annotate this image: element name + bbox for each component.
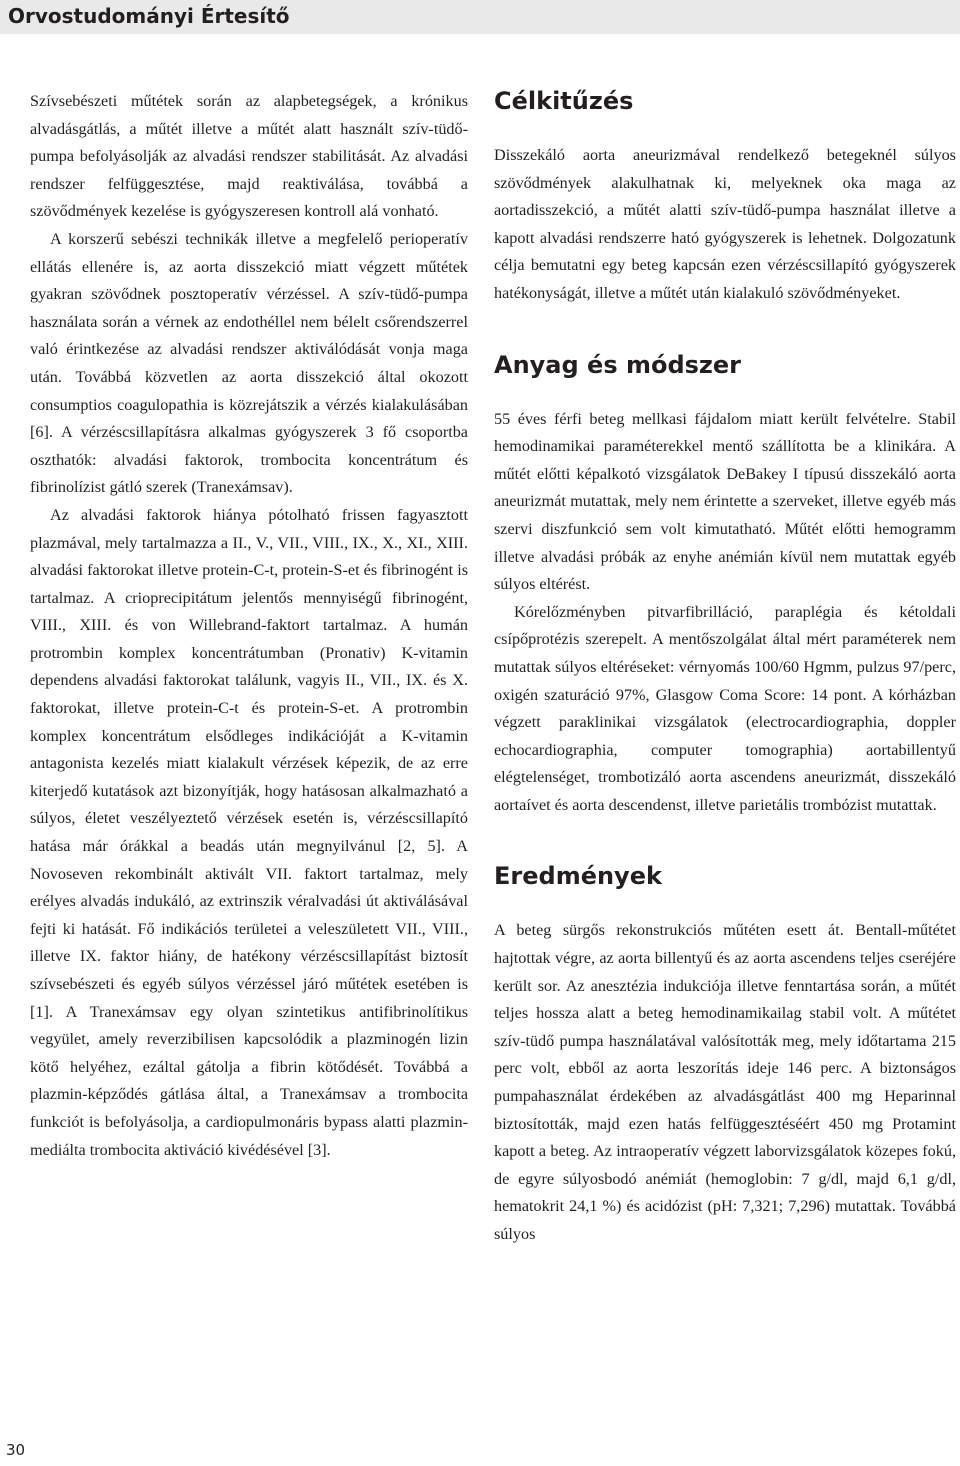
page-number: 30	[6, 1441, 26, 1459]
body-paragraph: Kórelőzményben pitvarfibrilláció, paraplégia és kétoldali csípőprotézis szerepelt. A mentőszolgálat által mért paraméterek nem mutattak súlyos eltéréseket: vérnyomás 100/60 Hgmm, pulzus 97/perc, oxigén szaturáció 97%, Glasgow Coma Score: 14 pont. A kórházban végzett paraklinikai vizsgálatok (electrocardiographia, doppler echocardiographia, computer tomographia) aortabillentyű elégtelenséget, trombotizáló aorta ascendens aneurizmát, disszekáló aortaívet és aorta descendenst, illetve parietális trombózist mutattak.	[494, 602, 956, 814]
body-paragraph: A beteg sürgős rekonstrukciós műtéten esett át. Bentall-műtétet hajtottak végre, az aorta billentyű és az aorta ascendens teljes cseréjére került sor. Az anesztézia indukciója illetve fenntartása során, a műtét teljes hossza alatt a beteg hemodinamikailag stabil volt. A műtétet szív-tüdő pumpa használatával valósították meg, mely időtartama 215 perc volt, ebből az aorta leszorítás ideje 146 perc. A biztonságos pumpahasználat érdekében az alvadásgátlást 400 mg Heparinnal biztosították, majd ezen hatás felfüggesztéséért 450 mg Protamint kapott a beteg. Az intraoperatív végzett laborvizsgálatok közepes fokú, de egyre súlyosbodó anémiát (hemoglobin: 7 g/dl, majd 6,1 g/dl, hematokrit 24,1 %) és acidózist (pH: 7,321; 7,296) mutattak. Továbbá súlyos	[494, 921, 956, 1243]
journal-title: Orvostudományi Értesítő	[8, 4, 290, 28]
body-paragraph: 55 éves férfi beteg mellkasi fájdalom miatt került felvételre. Stabil hemodinamikai paraméterekkel mentő szállította be a klinikára. A műtét előtti képalkotó vizsgálatok DeBakey I típusú disszekáló aorta aneurizmát mutattak, mely nem érintette a szerveket, illetve egyéb más szervi diszfunkció sem volt kimutatható. Műtét előtti hemogramm illetve alvadási próbák az enyhe anémián kívül nem mutattak egyéb súlyos eltérést.	[494, 409, 956, 594]
body-paragraph: Disszekáló aorta aneurizmával rendelkező betegeknél súlyos szövődmények alakulhatnak ki, melyeknek oka maga az aortadisszekció, a műtét alatti szív-tüdő-pumpa használat illetve a kapott alvadási rendszerre ható gyógyszerek is lehetnek. Dolgozatunk célja bemutatni egy beteg kapcsán ezen vérzéscsillapító gyógyszerek hatékonyságát, illetve a műtét után kialakuló szövődményeket.	[494, 146, 956, 302]
body-paragraph: Az alvadási faktorok hiánya pótolható frissen fagyasztott plazmával, mely tartalmazza a II., V., VII., VIII., IX., X., XI., XIII. alvadási faktorokat illetve protein-C-t, protein-S-et és fibrinogént is tartalmaz. A crioprecipitátum jelentős mennyiségű fibrinogént, VIII., XIII. és von Willebrand-faktort tartalmaz. A humán protrombin komplex koncentrátumban (Pronativ) K-vitamin dependens alvadási faktorokat találunk, vagyis II., VII., IX. és X. faktorokat, illetve protein-C-t és protein-S-et. A protrombin komplex koncentrátum elsődleges indikációját a K-vitamin antagonista kezelés miatt kialakult vérzések képezik, de az erre kiterjedő kutatások azt bizonyítják, hogy hatásosan alkalmazható a súlyos, életet veszélyeztető vérzések esetén is, vérzéscsillapító hatása már órákkal a beadás után megnyilvánul [2, 5]. A Novoseven rekombinált aktivált VII. faktort tartalmaz, mely erélyes alvadás indukáló, az extrinszik véralvadási út aktiválásával fejti ki hatását. Fő indikációs területei a veleszületett VII., VIII., illetve IX. faktor hiány, de hatékony vérzéscsillapítást biztosít szívsebészeti és egyéb súlyos vérzéssel járó műtétek esetében is [1]. A Tranexámsav egy olyan szintetikus antifibrinolítikus vegyület, amely reverzibilisen kapcsolódik a plazminogén lizin kötő helyéhez, ezáltal gátolja a fibrin kötődését. Továbbá a plazmin-képződés gátlása által, a Tranexámsav a trombocita funkciót is befolyásolja, a cardiopulmonáris bypass alatti plazmin-mediálta trombocita aktiváció kivédésével [3].	[30, 505, 468, 1159]
journal-header-bar	[0, 0, 960, 34]
section-title-anyag-es-modszer: Anyag és módszer	[494, 350, 741, 379]
left-text-column	[30, 88, 468, 1164]
right-text-column	[494, 86, 956, 1249]
section-title-eredmenyek: Eredmények	[494, 862, 662, 891]
body-paragraph: Szívsebészeti műtétek során az alapbetegségek, a krónikus alvadásgátlás, a műtét illetve a műtét alatt használt szív-tüdő-pumpa befolyásolják az alvadási rendszer stabilitását. Az alvadási rendszer felfüggesztése, majd reaktiválása, továbbá a szövődmények kezelése is gyógyszeresen kontroll alá vonható.	[30, 92, 468, 221]
body-paragraph: A korszerű sebészi technikák illetve a megfelelő perioperatív ellátás ellenére is, az aorta disszekció miatt végzett műtétek gyakran szövődnek posztoperatív vérzéssel. A szív-tüdő-pumpa használata során a vérnek az endothéllel nem bélelt csőrendszerrel való érintkezése az alvadási rendszer aktiválódását vonja maga után. Továbbá közvetlen az aorta disszekció által okozott consumptios coagulopathia is közrejátszik a vérzés kialakulásában [6]. A vérzéscsillapításra alkalmas gyógyszerek 3 fő csoportba oszthatók: alvadási faktorok, trombocita koncentrátum és fibrinolízist gátló szerek (Tranexámsav).	[30, 229, 468, 497]
section-title-celkituzes: Célkitűzés	[494, 87, 634, 115]
